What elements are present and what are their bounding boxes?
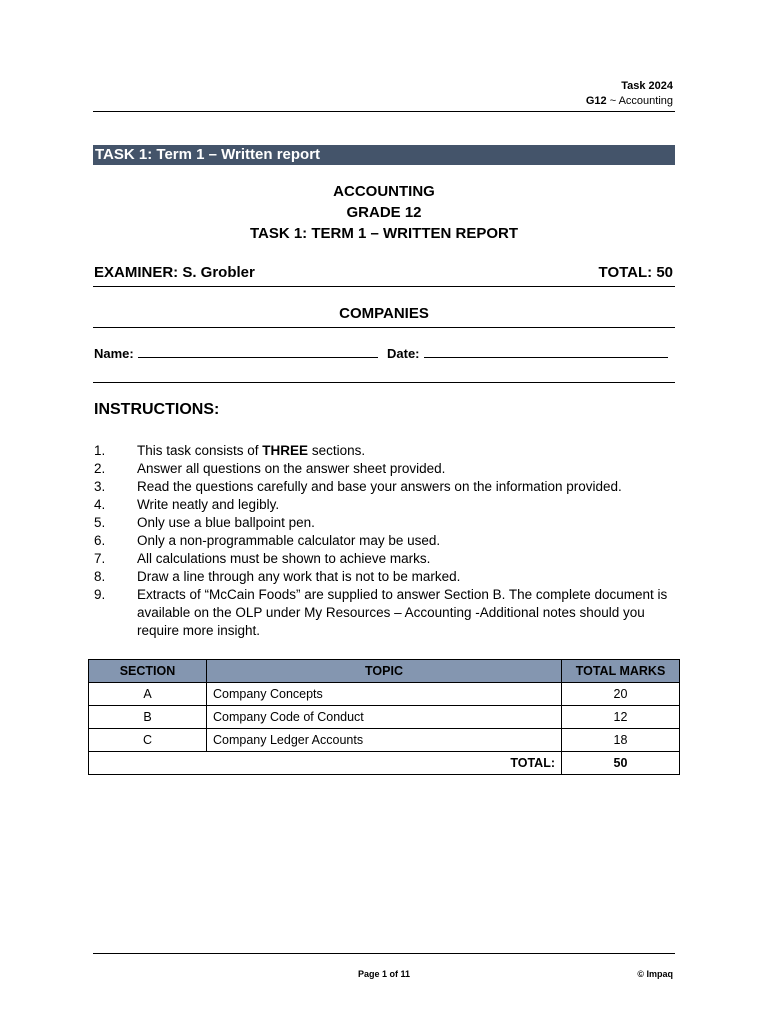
table-cell-section: C: [89, 729, 207, 752]
instruction-text-emphasis: THREE: [262, 443, 309, 458]
instruction-item: [94, 568, 674, 586]
date-label: Date:: [387, 346, 420, 361]
instruction-text-pre: Draw a line through any work that is not to be marked.: [137, 569, 461, 584]
instruction-item: [94, 496, 674, 514]
instruction-number: 6.: [94, 533, 106, 548]
title-subject: ACCOUNTING: [333, 183, 435, 200]
instruction-text-pre: Only a non-programmable calculator may be used.: [137, 533, 441, 548]
instruction-text: [137, 496, 674, 514]
page-current: 1: [381, 969, 387, 979]
task-banner: TASK 1: Term 1 – Written report: [93, 145, 675, 165]
header-grade: G12: [585, 95, 607, 107]
date-field[interactable]: [387, 345, 668, 363]
fields-rule: [93, 382, 675, 383]
table-cell-marks: 20: [562, 683, 680, 706]
instruction-number: 8.: [94, 569, 106, 584]
table-total-row: [89, 752, 680, 775]
header-subject: [586, 94, 673, 109]
instruction-text: [137, 532, 674, 550]
instruction-item: [94, 514, 674, 532]
sections-table: [88, 659, 680, 775]
table-cell-section: B: [89, 706, 207, 729]
table-row: [89, 729, 680, 752]
instruction-text: [137, 460, 674, 478]
instruction-text: [137, 586, 674, 640]
instruction-text-pre: All calculations must be shown to achieve marks.: [137, 551, 431, 566]
instruction-text-post: sections.: [308, 443, 366, 458]
instruction-number: 5.: [94, 515, 106, 530]
instruction-text: [137, 478, 674, 496]
instruction-text-pre: Write neatly and legibly.: [137, 497, 280, 512]
instruction-text: [137, 514, 674, 532]
title-grade: GRADE 12: [346, 204, 422, 221]
table-total-value: 50: [562, 752, 680, 775]
header-rule: [93, 111, 675, 112]
table-cell-topic: Company Code of Conduct: [207, 706, 562, 729]
instruction-item: [94, 460, 674, 478]
instruction-text: [137, 568, 674, 586]
name-blank[interactable]: [138, 345, 378, 358]
table-cell-topic: Company Ledger Accounts: [207, 729, 562, 752]
examiner-label: EXAMINER: S. Grobler: [94, 264, 255, 281]
topic-heading: COMPANIES: [339, 305, 429, 322]
instruction-item: [94, 586, 674, 640]
instruction-item: [94, 478, 674, 496]
table-row: [89, 706, 680, 729]
instruction-text-pre: Only use a blue ballpoint pen.: [137, 515, 315, 530]
instruction-item: [94, 442, 674, 460]
instruction-item: [94, 550, 674, 568]
examiner-rule: [93, 286, 675, 287]
instruction-text-pre: Extracts of “McCain Foods” are supplied to answer Section B. The complete document is available on the OLP under My Resources – Accounting -Additional notes should you require more insight.: [137, 587, 668, 638]
header-topic: TOPIC: [207, 660, 562, 683]
instruction-number: 4.: [94, 497, 106, 512]
copyright: © Impaq: [637, 969, 673, 979]
instruction-item: [94, 532, 674, 550]
table-cell-section: A: [89, 683, 207, 706]
instruction-text-pre: Read the questions carefully and base your answers on the information provided.: [137, 479, 622, 494]
page-prefix: Page: [357, 969, 382, 979]
instruction-text-pre: Answer all questions on the answer sheet provided.: [137, 461, 446, 476]
instruction-number: 7.: [94, 551, 106, 566]
total-label: TOTAL: 50: [598, 264, 673, 281]
instruction-text-pre: This task consists of: [137, 443, 263, 458]
instruction-number: 1.: [94, 443, 106, 458]
instruction-number: 3.: [94, 479, 106, 494]
instructions-list: [94, 442, 674, 640]
title-task: TASK 1: TERM 1 – WRITTEN REPORT: [249, 225, 519, 242]
instruction-number: 2.: [94, 461, 106, 476]
instructions-heading: INSTRUCTIONS:: [94, 401, 220, 418]
table-row: [89, 683, 680, 706]
header-section: SECTION: [89, 660, 207, 683]
name-field[interactable]: [94, 345, 378, 363]
topic-rule: [93, 327, 675, 328]
page-of: of: [387, 969, 401, 979]
table-total-label: TOTAL:: [89, 752, 562, 775]
date-blank[interactable]: [424, 345, 668, 358]
page-total: 11: [400, 969, 411, 979]
instruction-text: [137, 550, 674, 568]
header-total-marks: TOTAL MARKS: [562, 660, 680, 683]
instruction-number: 9.: [94, 587, 106, 602]
footer-rule: [93, 953, 675, 954]
table-header-row: [89, 660, 680, 683]
table-cell-marks: 12: [562, 706, 680, 729]
name-label: Name:: [94, 346, 134, 361]
instruction-text: [137, 442, 674, 460]
header-task-year: Task 2024: [621, 80, 673, 92]
table-cell-marks: 18: [562, 729, 680, 752]
header-subject-name: ~ Accounting: [606, 95, 673, 107]
table-cell-topic: Company Concepts: [207, 683, 562, 706]
